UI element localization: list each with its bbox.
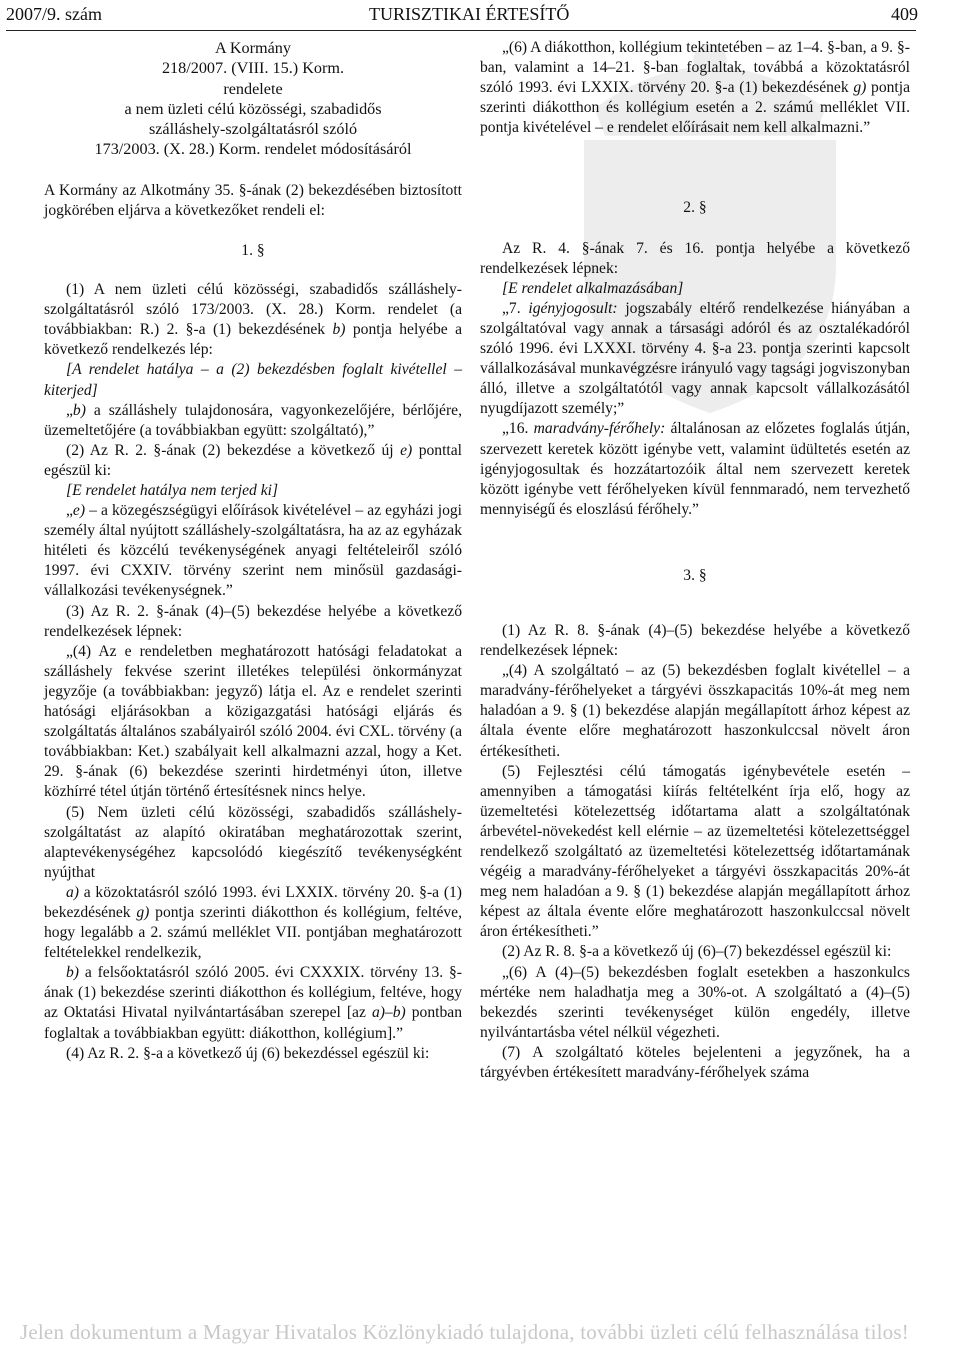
paragraph: Az R. 4. §-ának 7. és 16. pontja helyébe a következő rendelkezések lépnek: [480, 239, 910, 277]
paragraph: „(4) A szolgáltató – az (5) bekezdésben foglalt kivétellel – a maradvány-férőhelyeket a tárgyévi összkapacitás 10%-át meg nem haladóan a 9. § (1) bekezdése alapján megállapított árhoz képest az általa évente előre meghatározott haszonkulccsal növelt áron értékesítheti. [480, 662, 910, 760]
title-line: rendelete [223, 79, 283, 98]
header-rule [6, 30, 916, 31]
journal-title: TURISZTIKAI ÉRTESÍTŐ [369, 4, 570, 24]
paragraph: „e) – a közegészségügyi előírások kivételével – az egyházi jogi személy által nyújtott szálláshely-szolgáltatásra, ha az az egyházak hitéleti és közcélú tevékenységének anyagi feltételeiről szóló 1997. évi CXXIV. törvény szerint nem minősül gazdasági-vállalkozási tevékenységnek.” [44, 502, 462, 600]
paragraph: „7. igényjogosult: jogszabály eltérő rendelkezése hiányában a szolgáltatóval vagy annak a társasági adóról és az osztalékadóról szóló 1996. évi LXXXI. törvény 4. §-a 23. pontja szerinti kapcsolt vállalkozásával munkavégzésre irányuló vagy tagsági jogviszonyban álló, illetve a szolgáltatótól vagy annak kapcsolt vállalkozásától nyugdíjazott személy;” [480, 299, 910, 418]
paragraph: (5) Fejlesztési célú támogatás igénybevétele esetén – amennyiben a támogatási kiírás feltételként írja elő, hogy az üzemeltetési kötelezettség időtartama alatt a szolgáltatónak árbevétel-növekedést kell elérnie – az üzemeltetési kötelezettséggel rendelkező szolgáltató az üzemeltetési kötelezettség időtartamának végéig a maradvány-férőhelyeket a tárgyévi összkapacitás 20%-át meg nem haladóan a 9. § (1) bekezdése alapján megállapított árhoz képest az általa évente előre meghatározott haszonkulccsal növelt áron értékesítheti.” [480, 762, 910, 941]
title-line: szálláshely-szolgáltatásról szóló [148, 120, 358, 139]
paragraph: (1) A nem üzleti célú közösségi, szabadidős szálláshely-szolgáltatásról szóló 173/2003. (X. 28.) Korm. rendelet (a továbbiakban: R.) 2. §-a (1) bekezdésének b) pontja helyébe a következő rendelkezés lép: [44, 281, 463, 359]
title-line: a nem üzleti célú közösségi, szabadidős [124, 99, 382, 118]
decree-title [44, 38, 462, 160]
title-line: 173/2003. (X. 28.) Korm. rendelet módosításáról [94, 140, 412, 159]
ownership-watermark: Jelen dokumentum a Magyar Hivatalos Közlönykiadó tulajdona, további üzleti célú felhasználása tilos! [20, 1320, 909, 1344]
page-header [6, 2, 918, 28]
paragraph: [A rendelet hatálya – a (2) bekezdésben foglalt kivétellel – kiterjed] [44, 361, 462, 399]
paragraph: (2) Az R. 8. §-a a következő új (6)–(7) bekezdéssel egészül ki: [502, 943, 892, 961]
issue-number: 2007/9. szám [6, 4, 102, 24]
paragraph: (1) Az R. 8. §-ának (4)–(5) bekezdése helyébe a következő rendelkezések lépnek: [480, 621, 910, 660]
paragraph: (2) Az R. 2. §-ának (2) bekezdése a következő új e) ponttal egészül ki: [44, 441, 462, 479]
right-column [480, 38, 910, 1083]
section-1-heading: 1. § [241, 241, 265, 259]
paragraph: (5) Nem üzleti célú közösségi, szabadidős szálláshely-szolgáltatást az alapító okiratában meghatározottak szerint, alaptevékenységéhez kapcsolódó kiegészítő tevékenységként nyújthat [44, 803, 462, 881]
paragraph: a) a közoktatásról szóló 1993. évi LXXIX. törvény 20. §-a (1) bekezdésének g) pontja szerinti diákotthon és kollégium, feltéve, hogy legalább a 2. számú melléklet VII. pontjában meghatározott feltételekkel rendelkezik, [44, 883, 463, 962]
title-line: A Kormány [215, 39, 291, 57]
paragraph: (4) Az R. 2. §-a a következő új (6) bekezdéssel egészül ki: [66, 1044, 430, 1062]
section-2-heading: 2. § [683, 199, 707, 217]
paragraph: [E rendelet hatálya nem terjed ki] [66, 482, 279, 499]
paragraph: „(4) Az e rendeletben meghatározott hatósági feladatokat a szálláshely fekvése szerint illetékes települési önkormányzat jegyzője (a továbbiakban: jegyző) látja el. Az e rendelet szerinti hatósági eljárásokban a közigazgatási hatósági eljárás és szolgáltatás általános szabályairól szóló 2004. évi CXL. törvény (a továbbiakban: Ket.) szabályait kell alkalmazni azzal, hogy a Ket. 29. §-ának (6) bekezdése szerinti hirdetményi úton, illetve közhírré tétel útján történő értesítésnek nincs helye. [44, 642, 462, 801]
paragraph: b) a felsőoktatásról szóló 2005. évi CXXXIX. törvény 13. §-ának (1) bekezdése szerinti diákotthon és kollégium, feltéve, hogy az Oktatási Hivatal nyilvántartásában szerepel [az a)–b) pontban foglaltak a továbbiakban együtt: diákotthon, kollégium].” [44, 964, 462, 1042]
paragraph: „b) a szálláshely tulajdonosára, vagyonkezelőjére, bérlőjére, üzemeltetőjére (a továbbiakban együtt: szolgáltató),” [44, 401, 462, 439]
preamble: A Kormány az Alkotmány 35. §-ának (2) bekezdésében biztosított jogkörében eljárva a következőket rendeli el: [44, 181, 462, 219]
paragraph: „(6) A diákotthon, kollégium tekintetében – az 1–4. §-ban, a 9. §-ban, valamint a 14–21. §-ban foglaltak, továbbá a közoktatásról szóló 1993. évi LXXIX. törvény 20. §-a (1) bekezdésének g) pontja szerinti diákotthon és kollégium esetén a 2. számú melléklet VII. pontja kivételével – e rendelet előírásait nem kell alkalmazni.” [480, 39, 910, 137]
title-line: 218/2007. (VIII. 15.) Korm. [161, 59, 345, 78]
paragraph: „16. maradvány-férőhely: általánosan az előzetes foglalás útján, szervezett keretek között igénybe vett, valamint üdültetés esetén az igényjogosultak és hozzátartozóik által nem szervezett keretek között igénybe vett férőhelyeken kívül fennmaradó, nem tervezhető mennyiségű és eloszlású férőhely.” [480, 420, 910, 518]
paragraph: (3) Az R. 2. §-ának (4)–(5) bekezdése helyébe a következő rendelkezések lépnek: [44, 602, 462, 640]
left-column [44, 38, 462, 1064]
paragraph: [E rendelet alkalmazásában] [502, 279, 684, 297]
paragraph: (7) A szolgáltató köteles bejelenteni a jegyzőnek, ha a tárgyévben értékesített maradvány-férőhelyek száma [480, 1043, 910, 1082]
section-3-heading: 3. § [683, 566, 707, 584]
paragraph: „(6) A (4)–(5) bekezdésben foglalt esetekben a haszonkulcs mértéke nem haladhatja meg a 30%-ot. A szolgáltató a (4)–(5) bekezdés szerinti tevékenységet külön engedély, illetve nyilvántartásba vétel nélkül végezheti. [480, 963, 910, 1041]
page-number: 409 [891, 4, 918, 24]
